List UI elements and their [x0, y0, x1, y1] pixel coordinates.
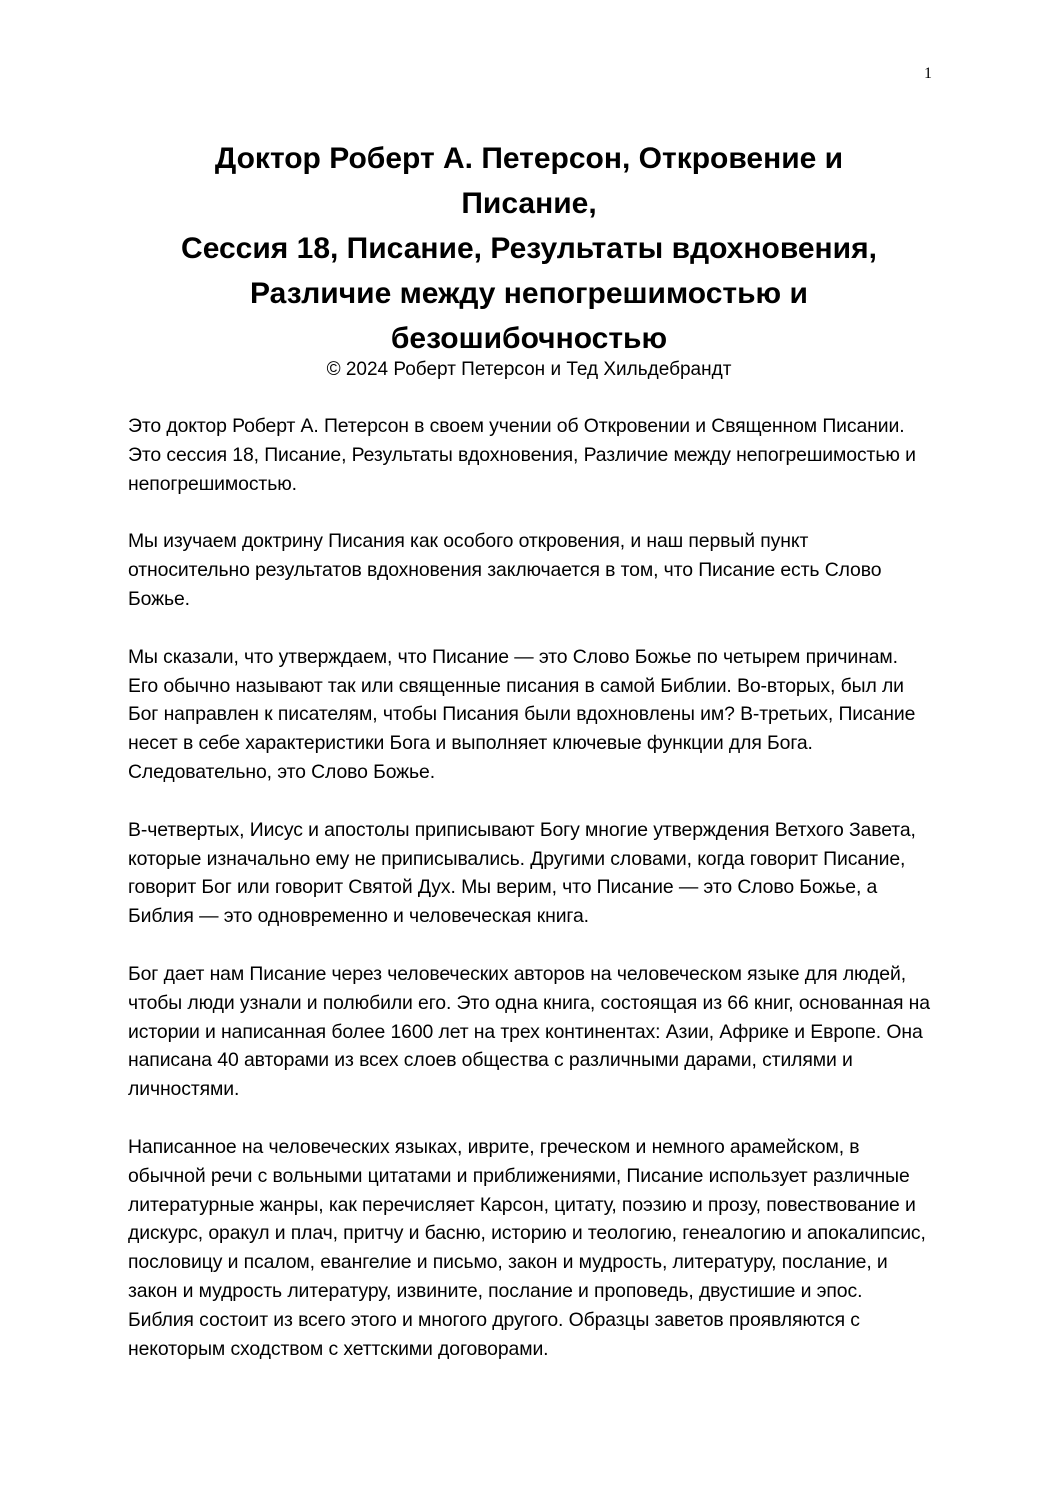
- paragraph: Мы сказали, что утверждаем, что Писание — это Слово Божье по четырем причинам. Его обычно называют так или священные писания в самой Библии. Во-вторых, был ли Бог направлен к писателям, чтобы Писания были вдохновлены им? В-третьих, Писание несет в себе характеристики Бога и выполняет ключевые функции для Бога. Следовательно, это Слово Божье.: [128, 645, 916, 783]
- paragraph: Бог дает нам Писание через человеческих авторов на человеческом языке для людей, чтобы люди узнали и полюбили его. Это одна книга, состоящая из 66 книг, основанная на истории и написанная более 1600 лет на трех континентах: Азии, Африке и Европе. Она написана 40 авторами из всех слоев общества с различными дарами, стилями и личностями.: [128, 962, 930, 1101]
- paragraph: Мы изучаем доктрину Писания как особого откровения, и наш первый пункт относительно результатов вдохновения заключается в том, что Писание есть Слово Божье.: [128, 530, 882, 610]
- title-line: безошибочностью: [390, 322, 668, 355]
- paragraph: Написанное на человеческих языках, иврите, греческом и немного арамейском, в обычной речи с вольными цитатами и приближениями, Писание использует различные литературные жанры, как перечисляет Карсон, цитату, поэзию и прозу, повествование и дискурс, оракул и плач, притчу и басню, историю и теологию, генеалогию и апокалипсис, пословицу и псалом, евангелие и письмо, закон и мудрость, литературу, послание, и закон и мудрость литературу, извините, послание и проповедь, двустишие и эпос. Библия состоит из всего этого и многого другого. Образцы заветов проявляются с некоторым сходством с хеттскими договорами.: [128, 1135, 926, 1360]
- title-line: Сессия 18, Писание, Результаты вдохновения,: [181, 232, 877, 265]
- title-line: Писание,: [461, 187, 597, 220]
- document-body: [128, 412, 930, 1392]
- paragraph: В-четвертых, Иисус и апостолы приписывают Богу многие утверждения Ветхого Завета, которые изначально ему не приписывались. Другими словами, когда говорит Писание, говорит Бог или говорит Святой Дух. Мы верим, что Писание — это Слово Божье, а Библия — это одновременно и человеческая книга.: [128, 818, 916, 928]
- copyright-notice: © 2024 Роберт Петерсон и Тед Хильдебрандт: [326, 359, 732, 380]
- title-line: Доктор Роберт А. Петерсон, Откровение и: [214, 142, 844, 175]
- title-line: Различие между непогрешимостью и: [250, 277, 808, 310]
- document-title: [128, 136, 930, 361]
- page-number: 1: [924, 65, 932, 82]
- paragraph: Это доктор Роберт А. Петерсон в своем учении об Откровении и Священном Писании. Это сессия 18, Писание, Результаты вдохновения, Различие между непогрешимостью и непогрешимостью.: [128, 415, 916, 495]
